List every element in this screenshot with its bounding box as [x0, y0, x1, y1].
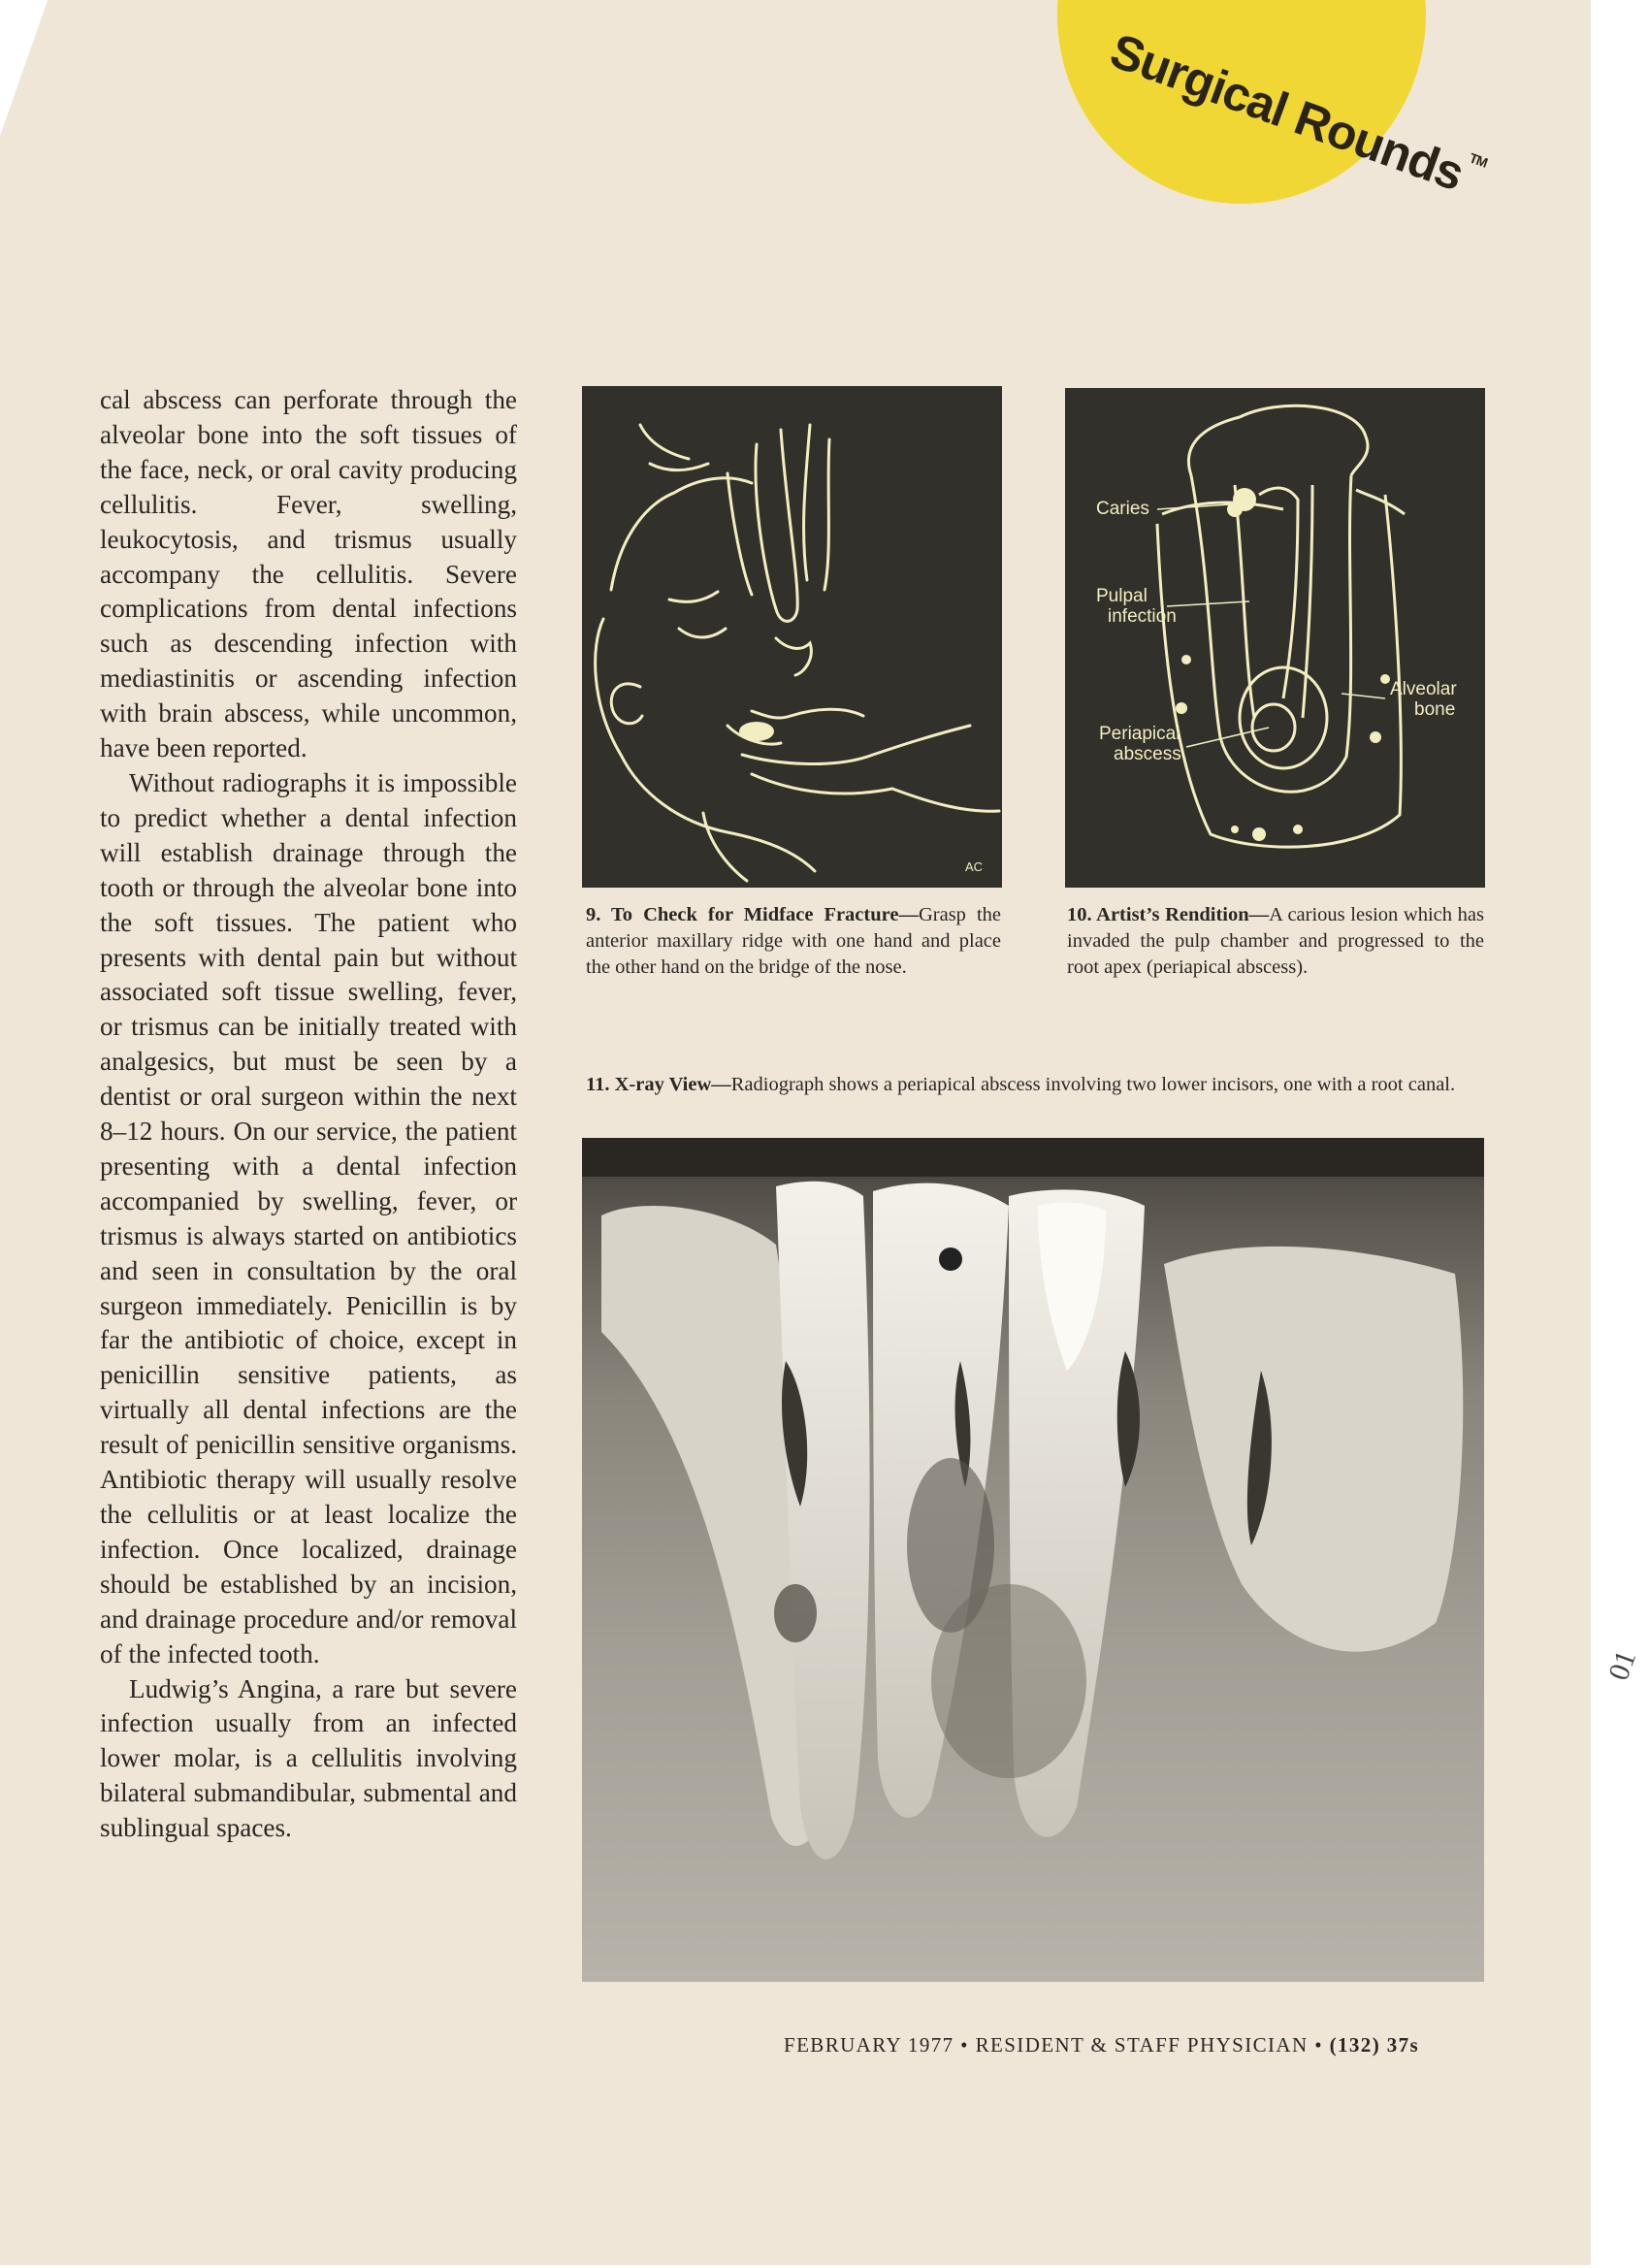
label-alveolar-2: bone — [1414, 699, 1456, 720]
paragraph-1: cal abscess can perforate through the alveolar bone into the soft tissues of the face, neck, or oral cavity producing cellulitis. Fever, swelling, leukocytosis, and trismus usually accompany the cellulitis. Severe complications from dental infections such as descending infection with mediastinitis or ascending infection with brain abscess, while uncommon, have been reported. — [100, 385, 517, 763]
figure-9-illustration — [582, 386, 1002, 888]
label-periapical: Periapical — [1099, 724, 1180, 744]
figure-10-illustration — [1065, 388, 1485, 888]
page-number: (132) 37s — [1329, 2033, 1420, 2057]
masthead-title-text: Surgical Rounds — [1103, 22, 1471, 202]
xray-image — [582, 1138, 1484, 1982]
label-pulpal: Pulpal — [1096, 586, 1148, 606]
artist-signature: AC — [965, 859, 984, 874]
label-pulpal-2: infection — [1108, 606, 1177, 627]
page-footer — [784, 2033, 1419, 2057]
paragraph-3: Ludwig’s Angina, a rare but severe infection usually from an infected lower molar, is a cellulitis involving bilateral submandibular, submental and sublingual spaces. — [100, 1673, 517, 1843]
figure-10-caption — [1067, 902, 1484, 981]
figure-9-caption — [586, 902, 1001, 981]
midface-exam-drawing — [582, 386, 1002, 888]
figure-9-caption-text: Grasp the anterior maxillary ridge with one hand and place the other hand on the bridge of the nose. — [586, 904, 1001, 978]
figure-11-caption-title: 11. X-ray View— — [586, 1074, 731, 1095]
figure-9-caption-title: 9. To Check for Midface Fracture— — [586, 904, 919, 925]
paragraph-2: Without radiographs it is impossible to predict whether a dental infection will establish drainage through the tooth or through the alveolar bone into the soft tissues. The patient who presents with dental pain but without associated soft tissue swelling, fever, or trismus can be initially treated with analgesics, but must be seen by a dentist or oral surgeon within the next 8–12 hours. On our service, the patient presenting with a dental infection accompanied by swelling, fever, or trismus is always started on antibiotics and seen in consultation by the oral surgeon immediately. Penicillin is by far the antibiotic of choice, except in penicillin sensitive patients, as virtually all dental infections are the result of penicillin sensitive organisms. Antibiotic therapy will usually resolve the cellulitis or at least localize the infection. Once localized, drainage should be established by an incision, and drainage procedure and/or removal of the infected tooth. — [100, 767, 517, 1669]
tooth-cross-section-drawing — [1065, 388, 1485, 888]
article-column — [100, 383, 517, 1846]
figure-10-caption-title: 10. Artist’s Rendition— — [1067, 904, 1270, 925]
figure-11-caption — [586, 1072, 1488, 1098]
figure-11-caption-text: Radiograph shows a periapical abscess involving two lower incisors, one with a root canal. — [730, 1074, 1456, 1095]
trademark-symbol: TM — [1467, 149, 1490, 171]
figure-10-caption-text: A carious lesion which has invaded the pulp chamber and progressed to the root apex (periapical abscess). — [1067, 904, 1484, 978]
label-periapical-2: abscess — [1114, 744, 1181, 764]
handwritten-mark: 01 — [1601, 1646, 1643, 1685]
label-alveolar: Alveolar — [1390, 679, 1457, 699]
figure-11-radiograph — [582, 1138, 1484, 1982]
label-caries: Caries — [1096, 499, 1149, 519]
footer-text: FEBRUARY 1977 • RESIDENT & STAFF PHYSICIAN • — [784, 2033, 1323, 2057]
